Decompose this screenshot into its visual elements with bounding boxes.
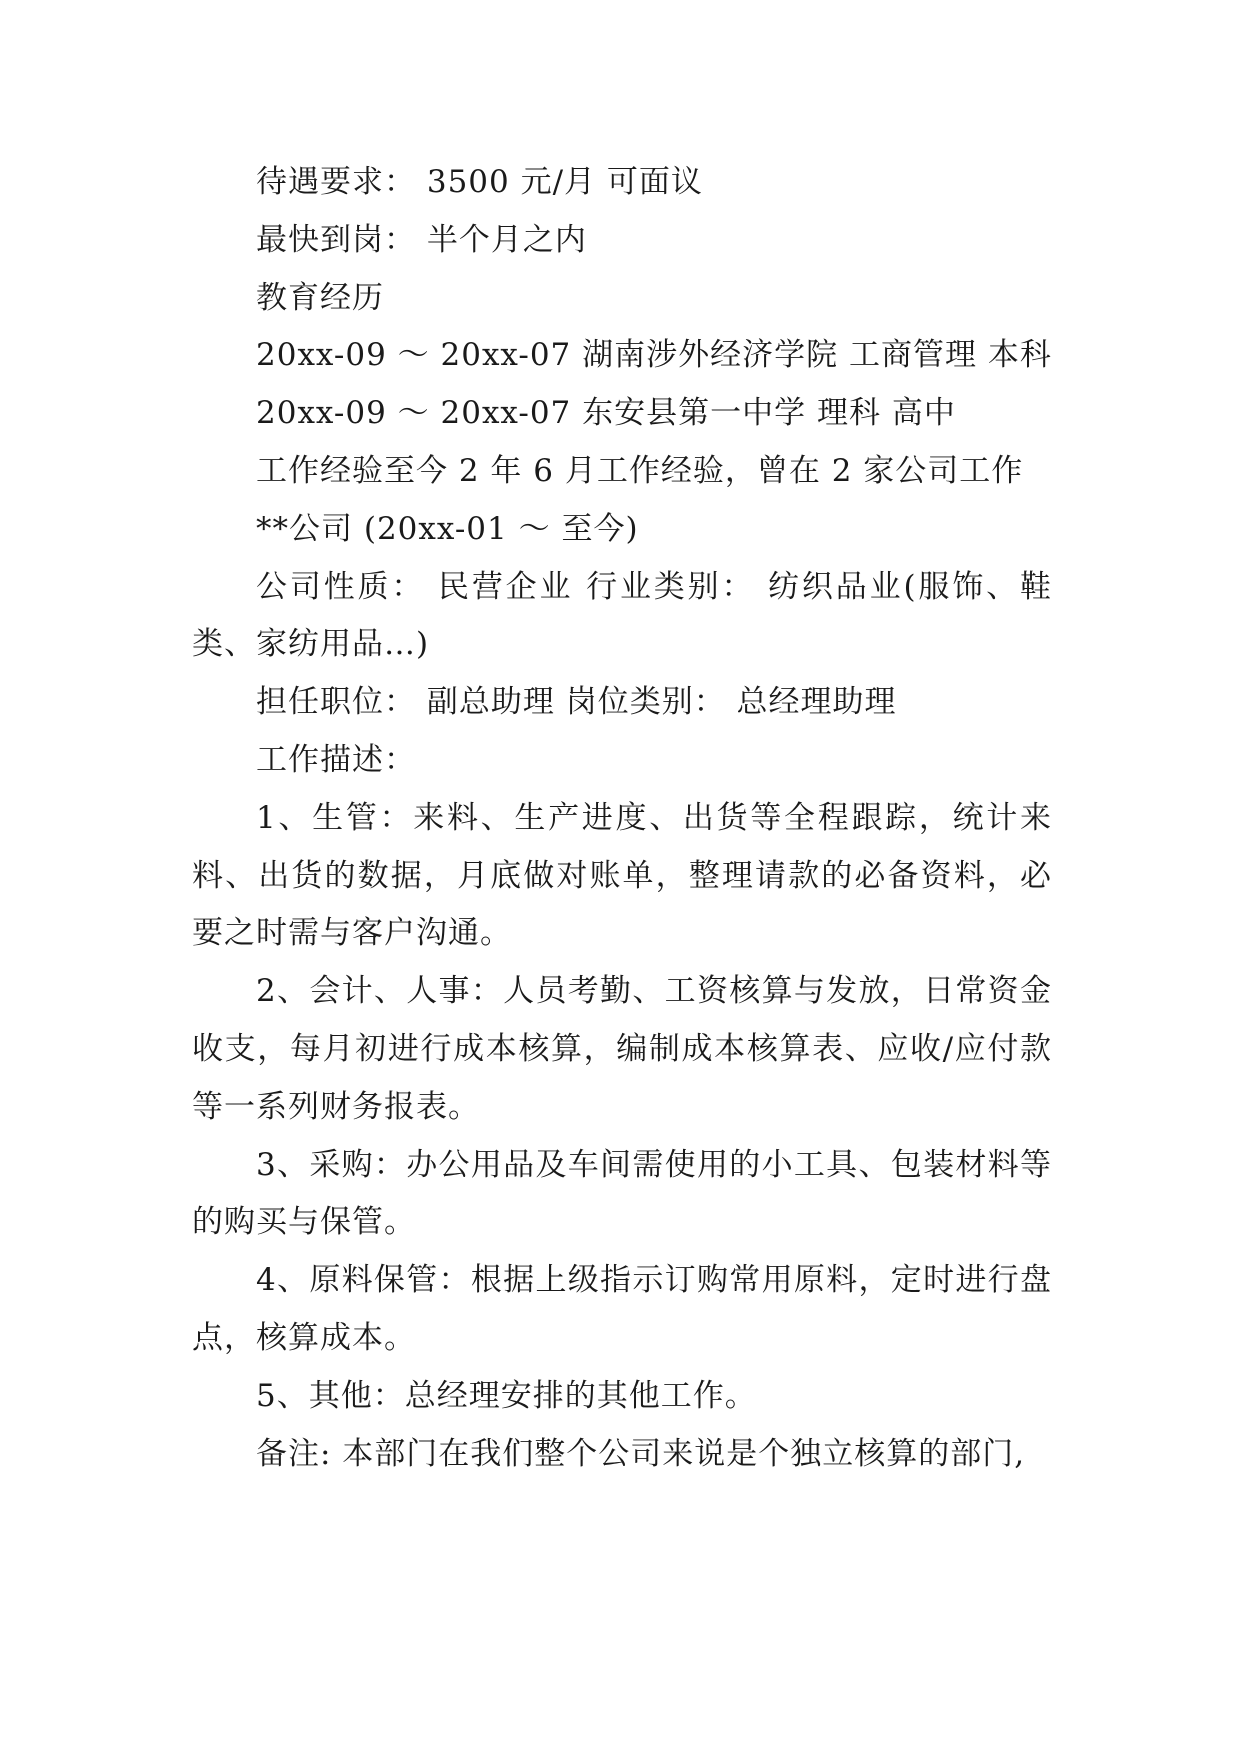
work-experience-summary: 工作经验至今 2 年 6 月工作经验，曾在 2 家公司工作 [256,452,1024,489]
duty-item-2: 2、会计、人事：人员考勤、工资核算与发放，日常资金收支，每月初进行成本核算，编制成本核算表、应收/应付款等一系列财务报表。 [192,973,1052,1125]
position-held: 担任职位： 副总助理 岗位类别： 总经理助理 [256,684,897,721]
education-entry-university: 20xx-09 ～ 20xx-07 湖南涉外经济学院 工商管理 本科 [256,337,1052,374]
resume-body [192,154,1052,1483]
remark: 备注: 本部门在我们整个公司来说是个独立核算的部门, [256,1435,1026,1472]
job-description-heading: 工作描述： [256,741,416,778]
education-heading: 教育经历 [256,279,384,316]
salary-requirement: 待遇要求： 3500 元/月 可面议 [256,164,703,200]
company-nature: 公司性质： 民营企业 行业类别： 纺织品业(服饰、鞋类、家纺用品…) [192,568,1052,663]
education-entry-highschool: 20xx-09 ～ 20xx-07 东安县第一中学 理科 高中 [256,395,956,432]
earliest-start: 最快到岗： 半个月之内 [256,221,587,258]
duty-item-5: 5、其他：总经理安排的其他工作。 [256,1377,757,1414]
duty-item-4: 4、原料保管：根据上级指示订购常用原料，定时进行盘点，核算成本。 [192,1262,1052,1356]
duty-item-3: 3、采购：办公用品及车间需使用的小工具、包装材料等的购买与保管。 [192,1146,1052,1241]
company-entry: **公司 (20xx-01 ～ 至今) [256,510,639,547]
duty-item-1: 1、生管：来料、生产进度、出货等全程跟踪，统计来料、出货的数据，月底做对账单，整理请款的必备资料，必要之时需与客户沟通。 [192,799,1052,952]
